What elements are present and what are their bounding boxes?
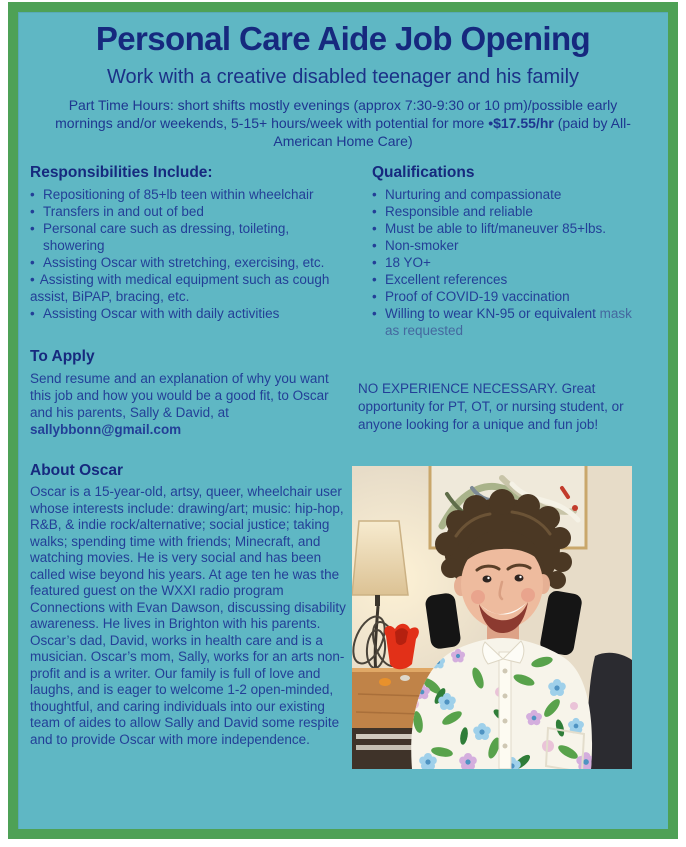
bullet-icon: • <box>372 255 377 270</box>
about-heading: About Oscar <box>30 462 124 479</box>
bullet-icon: • <box>372 204 377 219</box>
list-item: • Nurturing and compassionate <box>372 187 562 202</box>
list-item: • 18 YO+ <box>372 255 431 270</box>
list-item: • Must be able to lift/maneuver 85+lbs. <box>372 221 606 236</box>
list-item: • Excellent references <box>372 272 508 287</box>
page-title: Personal Care Aide Job Opening <box>95 20 591 57</box>
list-item: • Assisting Oscar with stretching, exercising, etc. <box>30 255 325 270</box>
qualifications-heading: Qualifications <box>372 164 475 181</box>
section-qualifications <box>372 164 636 339</box>
list-item: • Proof of COVID-19 vaccination <box>372 289 570 304</box>
bullet-icon: • <box>372 187 377 202</box>
list-item: • Assisting Oscar with with daily activities <box>30 306 280 321</box>
responsibilities-list <box>30 186 348 322</box>
section-responsibilities <box>30 164 348 322</box>
hours-text: Part Time Hours: short shifts mostly evenings (approx 7:30-9:30 or 10 pm)/possible early mornings and/or weekends, 5-15+ hours/week with potential for more <box>55 97 618 131</box>
bullet-icon: • <box>372 306 377 321</box>
pay-agency-text: (paid by All-American Home Care) <box>273 115 631 149</box>
mask-note-text: mask as requested <box>385 306 632 338</box>
section-about-oscar <box>30 462 352 748</box>
table-object <box>400 675 410 681</box>
list-item: • Responsible and reliable <box>372 204 533 219</box>
flyer <box>8 2 678 839</box>
qualifications-list <box>372 186 636 339</box>
email-text: sallybbonn@gmail.com <box>30 422 182 437</box>
bullet-icon: • <box>30 221 35 236</box>
bullet-icon: • <box>30 255 35 270</box>
list-item: • Repositioning of 85+lb teen within wheelchair <box>30 187 314 202</box>
oscar-photo <box>352 466 632 769</box>
list-item: • Personal care such as dressing, toileting, showering <box>30 221 290 253</box>
about-body: Oscar is a 15-year-old, artsy, queer, wheelchair user whose interests include: drawing/art; music: hip-hop, R&B, & indie rock/alternative; social justice; taking walks; spending time with friends; Minecraft, and watching movies. He is very social and has been called wise beyond his years. At age ten he was the featured guest on the WXXI radio program Connections with Evan Dawson, discussing disability awareness. He lives in Brighton with his parents. Oscar’s dad, David, works in health care and is a musician. Oscar’s mom, Sally, works for an arts non-profit and is a writer. Our family is full of love and laughs, and is eager to welcome 1-2 open-minded, thoughtful, and caring individuals into our existing team of aides to allow Sally and David some respite and to provide Oscar with more independence. <box>30 484 346 747</box>
list-item: • Willing to wear KN-95 or equivalent mask as requested <box>372 306 632 338</box>
bullet-icon: • <box>372 289 377 304</box>
bullet-icon: • <box>372 221 377 236</box>
list-item: • Assisting with medical equipment such as cough assist, BiPAP, bracing, etc. <box>30 272 330 304</box>
responsibilities-heading: Responsibilities Include: <box>30 164 213 181</box>
bullet-icon: • <box>372 272 377 287</box>
bullet-icon: • <box>30 187 35 202</box>
table-object <box>379 678 391 686</box>
no-experience-text: NO EXPERIENCE NECESSARY. Great opportunity for PT, OT, or nursing student, or anyone looking for a unique and fun job! <box>358 381 624 432</box>
bullet-icon: • <box>30 306 35 321</box>
list-item: • Transfers in and out of bed <box>30 204 204 219</box>
bullet-icon: • <box>30 204 35 219</box>
section-no-experience <box>358 380 650 434</box>
bullet-icon: • <box>30 272 35 287</box>
to-apply-body: Send resume and an explanation of why you want this job and how you would be a good fit, to Oscar and his parents, Sally & David, at sallybbonn@gmail.com <box>30 371 329 437</box>
hours-and-pay-text <box>40 96 646 150</box>
flyer-subtitle: Work with a creative disabled teenager and his family <box>106 66 580 88</box>
list-item: • Non-smoker <box>372 238 459 253</box>
bullet-icon: • <box>372 238 377 253</box>
to-apply-heading: To Apply <box>30 348 95 365</box>
flyer-header <box>18 20 668 150</box>
section-to-apply <box>30 348 336 438</box>
pay-rate-text: •$17.55/hr <box>488 115 554 131</box>
